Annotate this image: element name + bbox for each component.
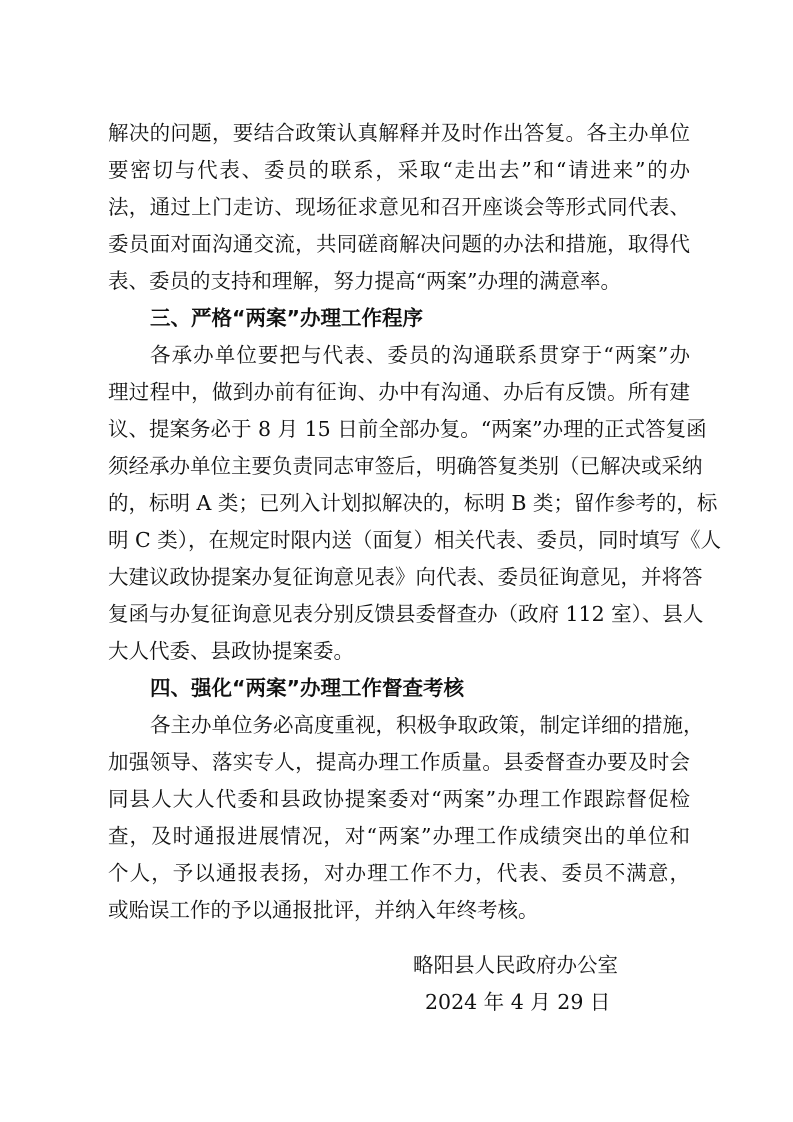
section-heading: 三、严格“两案”办理工作程序 — [150, 306, 423, 330]
paragraph-line: 须经承办单位主要负责同志审签后，明确答复类别（已解决或采纳 — [108, 454, 703, 478]
paragraph-line: 理过程中，做到办前有征询、办中有沟通、办后有反馈。所有建 — [108, 380, 690, 404]
paragraph-line: 明 C 类），在规定时限内送（面复）相关代表、委员，同时填写《人 — [108, 528, 721, 552]
paragraph-line: 各承办单位要把与代表、委员的沟通联系贯穿于“两案”办 — [150, 343, 690, 367]
paragraph-line: 个人，予以通报表扬，对办理工作不力，代表、委员不满意， — [108, 861, 690, 885]
paragraph-line: 或贻误工作的予以通报批评，并纳入年终考核。 — [108, 898, 539, 922]
signature-organization: 略阳县人民政府办公室 — [413, 953, 618, 977]
section-heading: 四、强化“两案”办理工作督查考核 — [150, 676, 464, 700]
paragraph-line: 复函与办复征询意见表分别反馈县委督查办（政府 112 室）、县人 — [108, 602, 704, 626]
paragraph-line: 要密切与代表、委员的联系，采取“走出去”和“请进来”的办 — [108, 158, 690, 182]
paragraph-line: 法，通过上门走访、现场征求意见和召开座谈会等形式同代表、 — [108, 195, 690, 219]
paragraph-line: 的，标明 A 类；已列入计划拟解决的，标明 B 类；留作参考的，标 — [108, 491, 718, 515]
paragraph-line: 大人代委、县政协提案委。 — [108, 639, 354, 663]
paragraph-line: 委员面对面沟通交流，共同磋商解决问题的办法和措施，取得代 — [108, 232, 690, 256]
paragraph-line: 大建议政协提案办复征询意见表》向代表、委员征询意见，并将答 — [108, 565, 703, 589]
paragraph-line: 表、委员的支持和理解，努力提高“两案”办理的满意率。 — [108, 269, 621, 293]
signature-date: 2024 年 4 月 29 日 — [425, 990, 611, 1014]
paragraph-line: 加强领导、落实专人，提高办理工作质量。县委督查办要及时会 — [108, 750, 690, 774]
paragraph-line: 查，及时通报进展情况，对“两案”办理工作成绩突出的单位和 — [108, 824, 690, 848]
paragraph-line: 各主办单位务必高度重视，积极争取政策，制定详细的措施， — [150, 713, 704, 737]
paragraph-line: 同县人大人代委和县政协提案委对“两案”办理工作跟踪督促检 — [108, 787, 690, 811]
paragraph-line: 解决的问题，要结合政策认真解释并及时作出答复。各主办单位 — [108, 121, 690, 145]
paragraph-line: 议、提案务必于 8 月 15 日前全部办复。“两案”办理的正式答复函 — [108, 417, 707, 441]
